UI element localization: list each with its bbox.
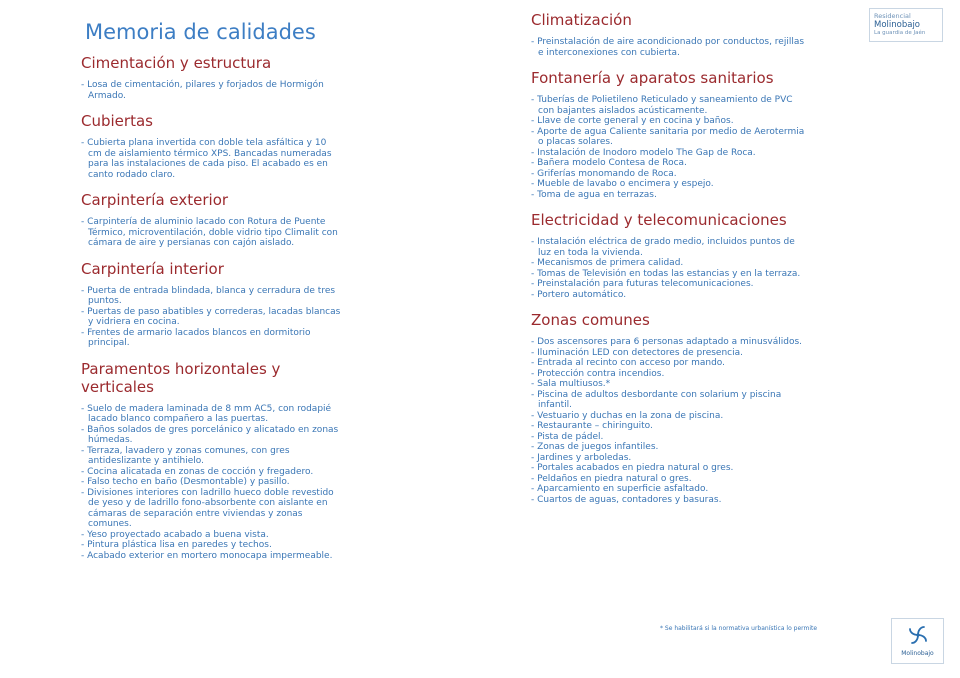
list-item: - Cocina alicatada en zonas de cocción y fregadero.: [81, 466, 314, 477]
section-items: [81, 138, 341, 180]
list-item: - Jardines y arboledas.: [531, 452, 632, 463]
list-item: - Entrada al recinto con acceso por mando.: [531, 358, 726, 368]
logo-bottom-label: Molinobajo: [901, 650, 934, 657]
molinobajo-logo: [891, 618, 944, 664]
section-fontaneria-y-aparatos-sanitarios: [531, 69, 806, 200]
list-item: - Puertas de paso abatibles y correderas, lacadas blancas y vidriera en cocina.: [81, 306, 341, 327]
list-item: - Divisiones interiores con ladrillo hueco doble revestido de yeso y de ladrillo fono-absorbente con aislante en cámaras de separación entre viviendas y zonas comunes.: [81, 487, 334, 529]
molinobajo-logo-icon: [906, 623, 930, 647]
list-item: - Toma de agua en terrazas.: [531, 189, 657, 200]
section-items: [81, 286, 341, 349]
left-column: [81, 54, 341, 561]
list-item: - Restaurante – chiringuito.: [531, 421, 653, 431]
list-item: - Preinstalación para futuras telecomunicaciones.: [531, 279, 754, 289]
section-zonas-comunes: [531, 311, 806, 505]
section-paramentos-horizontales-y-verticales: [81, 360, 341, 562]
list-item: - Falso techo en baño (Desmontable) y pasillo.: [81, 477, 290, 487]
list-item: - Tuberías de Polietileno Reticulado y saneamiento de PVC con bajantes aislados acústicamente.: [531, 95, 793, 116]
residencial-logo: [869, 8, 943, 42]
list-item: - Aparcamiento en superficie asfaltado.: [531, 484, 709, 494]
list-item: - Puerta de entrada blindada, blanca y cerradura de tres puntos.: [81, 285, 336, 306]
list-item: - Yeso proyectado acabado a buena vista.: [81, 529, 269, 540]
list-item: - Llave de corte general y en cocina y baños.: [531, 116, 734, 126]
section-title: Carpintería interior: [81, 259, 224, 278]
list-item: - Mueble de lavabo o encimera y espejo.: [531, 179, 714, 189]
list-item: - Griferías monomando de Roca.: [531, 168, 677, 179]
logo-line-3: La guardia de Jaén: [874, 30, 926, 36]
list-item: - Carpintería de aluminio lacado con Rotura de Puente Térmico, microventilación, doble vidrio tipo Climalit con cámara de aire y persianas con cajón aislado.: [81, 217, 338, 248]
list-item: - Dos ascensores para 6 personas adaptado a minusválidos.: [531, 337, 803, 347]
list-item: - Portero automático.: [531, 289, 627, 300]
section-title: Zonas comunes: [531, 311, 650, 329]
list-item: - Cuartos de aguas, contadores y basuras.: [531, 494, 722, 505]
section-title: Carpintería exterior: [81, 191, 229, 209]
section-items: [531, 237, 806, 300]
page-title: Memoria de calidades: [85, 20, 316, 44]
list-item: - Portales acabados en piedra natural o gres.: [531, 463, 734, 473]
section-title: Fontanería y aparatos sanitarios: [531, 69, 774, 87]
list-item: - Terraza, lavadero y zonas comunes, con gres antideslizante y antihielo.: [81, 445, 290, 466]
list-item: - Losa de cimentación, pilares y forjados de Hormigón Armado.: [81, 80, 324, 101]
list-item: - Instalación eléctrica de grado medio, incluidos puntos de luz en toda la vivienda.: [531, 237, 795, 258]
section-title: Electricidad y telecomunicaciones: [531, 211, 787, 229]
list-item: - Piscina de adultos desbordante con solarium y piscina infantil.: [531, 389, 782, 410]
list-item: - Preinstalación de aire acondicionado por conductos, rejillas e interconexiones con cubierta.: [531, 37, 805, 58]
section-title: Cubiertas: [81, 112, 153, 130]
section-items: [531, 37, 806, 58]
list-item: - Frentes de armario lacados blancos en dormitorio principal.: [81, 327, 311, 348]
list-item: - Peldaños en piedra natural o gres.: [531, 473, 692, 484]
section-cubiertas: [81, 112, 341, 180]
section-title: Paramentos horizontales y verticales: [81, 359, 281, 396]
section-title: Climatización: [531, 11, 632, 29]
list-item: - Pista de pádel.: [531, 431, 604, 442]
section-items: [81, 404, 341, 562]
section-items: [81, 217, 341, 249]
list-item: - Vestuario y duchas en la zona de piscina.: [531, 410, 724, 421]
list-item: - Pintura plástica lisa en paredes y techos.: [81, 540, 272, 550]
section-items: [531, 337, 806, 505]
section-carpinteria-exterior: [81, 191, 341, 249]
list-item: - Baños solados de gres porcelánico y alicatado en zonas húmedas.: [81, 424, 339, 445]
logo-line-1: Residencial: [874, 12, 911, 20]
list-item: - Mecanismos de primera calidad.: [531, 258, 684, 268]
section-title: Cimentación y estructura: [81, 54, 272, 72]
list-item: - Iluminación LED con detectores de presencia.: [531, 347, 743, 358]
right-column: [531, 11, 806, 505]
list-item: - Tomas de Televisión en todas las estancias y en la terraza.: [531, 268, 801, 279]
list-item: - Sala multiusos.*: [531, 379, 611, 389]
section-electricidad-y-telecomunicaciones: [531, 211, 806, 300]
list-item: - Protección contra incendios.: [531, 368, 665, 379]
list-item: - Zonas de juegos infantiles.: [531, 442, 659, 452]
list-item: - Cubierta plana invertida con doble tela asfáltica y 10 cm de aislamiento térmico XPS. Bancadas numeradas para las instalaciones de cada piso. El acabado es en canto rodado claro.: [81, 138, 332, 180]
section-items: [531, 95, 806, 200]
list-item: - Aporte de agua Caliente sanitaria por medio de Aerotermia o placas solares.: [531, 126, 805, 147]
list-item: - Bañera modelo Contesa de Roca.: [531, 158, 687, 168]
footnote: * Se habilitará si la normativa urbanística lo permite: [660, 625, 818, 632]
logo-line-2: Molinobajo: [874, 20, 921, 30]
section-carpinteria-interior: [81, 260, 341, 349]
list-item: - Acabado exterior en mortero monocapa impermeable.: [81, 550, 333, 561]
section-cimentacion-y-estructura: [81, 54, 341, 101]
list-item: - Instalación de Inodoro modelo The Gap de Roca.: [531, 147, 756, 158]
list-item: - Suelo de madera laminada de 8 mm AC5, con rodapié lacado blanco compañero a las puertas.: [81, 403, 332, 424]
section-items: [81, 80, 341, 101]
section-climatizacion: [531, 11, 806, 58]
